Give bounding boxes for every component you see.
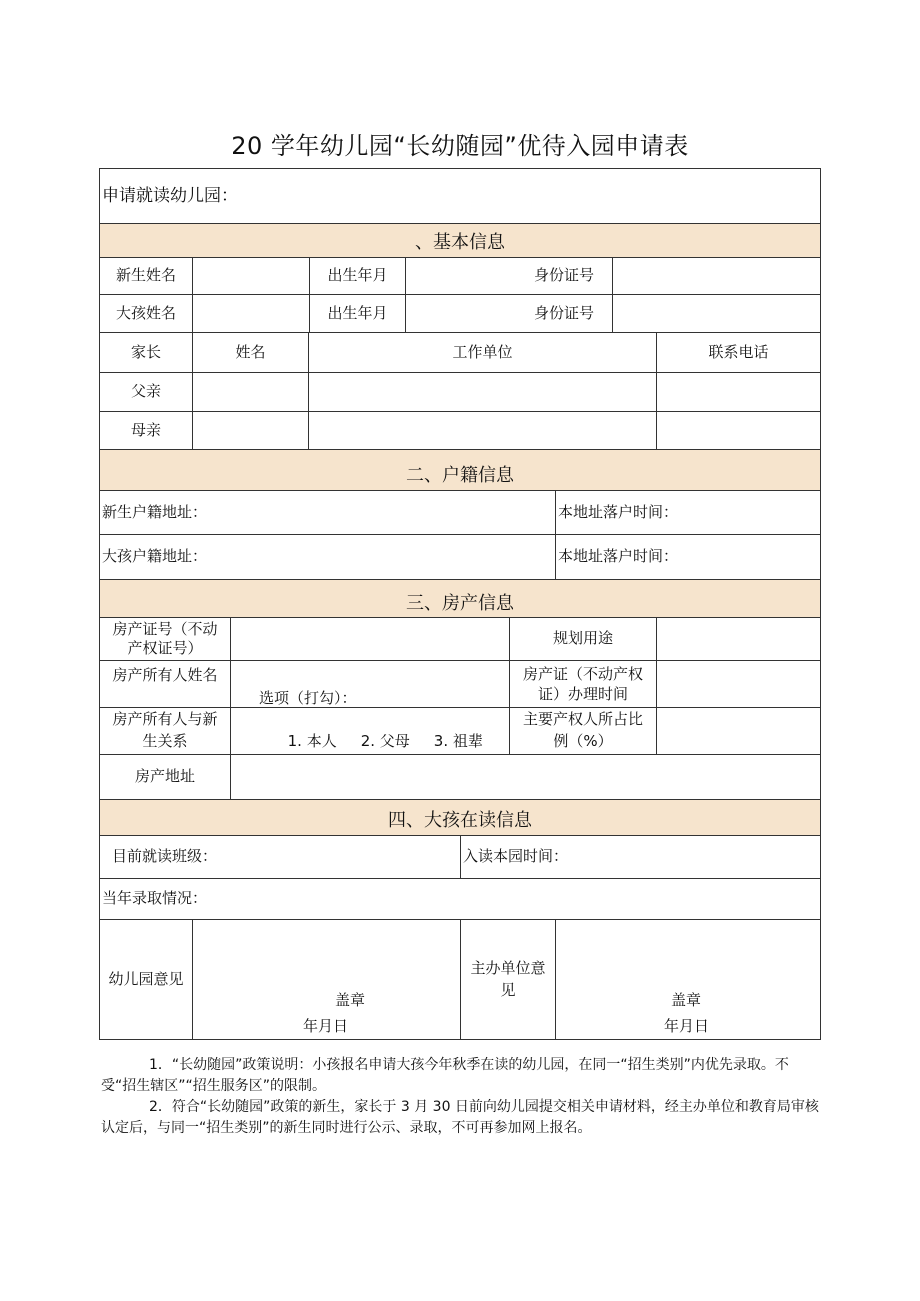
policy-note-2: 2．符合“长幼随园”政策的新生，家长于 3 月 30 日前向幼儿园提交相关申请材料，经主办单位和教育局审核认定后，与同一“招生类别”的新生同时进行公示、录取，不可再参加网上报名。 [101,1099,819,1136]
father-label: 父亲 [99,372,193,412]
policy-note-1: 1．“长幼随园”政策说明：小孩报名申请大孩今年秋季在读的幼儿园，在同一“招生类别”内优先录取。不受“招生辖区”“招生服务区”的限制。 [101,1057,789,1094]
cert-time-label-line1: 房产证（不动产权 [522,664,643,683]
owner-relation-label-line1: 房产所有人与新 [112,710,218,729]
property-address-label: 房产地址 [99,754,231,800]
section-basic-info: 、基本信息 [99,223,821,258]
parent-name-header: 姓名 [192,332,309,373]
older-child-name-input[interactable] [192,294,310,333]
older-child-id-label: 身份证号 [533,303,594,322]
kindergarten-seal-label: 盖章 [335,991,366,1009]
kindergarten-date-label: 年月日 [303,1017,349,1035]
new-child-name-input[interactable] [192,257,310,295]
father-work-input[interactable] [308,372,657,412]
property-cert-label-line1: 房产证号（不动 [112,619,218,638]
new-child-name-label: 新生姓名 [99,257,193,295]
new-child-id-input[interactable] [612,257,821,295]
cert-time-input[interactable] [656,660,821,708]
owner-relation-label [99,707,231,755]
host-unit-seal-label: 盖章 [671,991,702,1009]
policy-notes [101,1055,823,1139]
mother-phone-input[interactable] [656,411,821,450]
ownership-share-input[interactable] [656,707,821,755]
usage-input[interactable] [656,617,821,661]
cert-time-label [509,660,657,708]
admission-status-field[interactable]: 当年录取情况： [99,878,821,920]
new-child-id-label: 身份证号 [533,266,594,285]
older-child-name-label: 大孩姓名 [99,294,193,333]
ownership-share-label-line1: 主要产权人所占比 [522,710,643,729]
father-name-input[interactable] [192,372,309,412]
parent-header: 家长 [99,332,193,373]
host-unit-opinion-label-line1: 主办单位意 [470,959,546,977]
usage-label: 规划用途 [509,617,657,661]
work-unit-header: 工作单位 [308,332,657,373]
option-parents[interactable]: 2. 父母 [360,732,410,750]
new-child-birth-input[interactable] [405,257,613,295]
property-cert-label-line2: 产权证号） [127,639,203,657]
host-unit-date-label: 年月日 [664,1017,710,1035]
father-phone-input[interactable] [656,372,821,412]
mother-work-input[interactable] [308,411,657,450]
section-property-info: 三、房产信息 [99,579,821,618]
older-child-settle-time-field[interactable]: 本地址落户时间： [555,534,821,580]
application-form [99,168,821,1040]
new-child-hukou-address-field[interactable]: 新生户籍地址： [99,490,556,535]
property-address-input[interactable] [230,754,821,800]
older-child-birth-input[interactable] [405,294,613,333]
option-grandparents[interactable]: 3. 祖辈 [433,732,483,750]
page-title: 20 学年幼儿园“长幼随园”优待入园申请表 [231,132,689,160]
older-child-id-input[interactable] [612,294,821,333]
section-hukou-info: 二、户籍信息 [99,449,821,491]
option-self[interactable]: 1. 本人 [287,732,337,750]
phone-header: 联系电话 [656,332,821,373]
kindergarten-opinion-label: 幼儿园意见 [99,919,193,1040]
kindergarten-opinion-box[interactable] [192,919,461,1040]
property-cert-input[interactable] [230,617,510,661]
new-child-birth-label: 出生年月 [309,257,406,295]
section-older-child-info: 四、大孩在读信息 [99,799,821,836]
host-unit-opinion-label [460,919,556,1040]
cert-time-label-line2: 证）办理时间 [537,685,628,703]
relation-options-title: 选项（打勾）： [259,688,357,707]
relation-options [230,688,510,755]
new-child-settle-time-field[interactable]: 本地址落户时间： [555,490,821,535]
enroll-time-field[interactable]: 入读本园时间： [460,835,821,879]
current-class-field[interactable]: 目前就读班级： [99,835,461,879]
older-child-birth-label: 出生年月 [309,294,406,333]
owner-relation-label-line2: 生关系 [142,732,188,750]
property-cert-label [99,617,231,661]
mother-name-input[interactable] [192,411,309,450]
apply-kindergarten-field[interactable]: 申请就读幼儿园： [99,168,821,224]
mother-label: 母亲 [99,411,193,450]
host-unit-opinion-box[interactable] [555,919,821,1040]
older-child-hukou-address-field[interactable]: 大孩户籍地址： [99,534,556,580]
ownership-share-label-line2: 例（%） [553,732,613,750]
owner-name-label: 房产所有人姓名 [99,660,231,708]
ownership-share-label [509,707,657,755]
host-unit-opinion-label-line2: 见 [500,980,516,999]
